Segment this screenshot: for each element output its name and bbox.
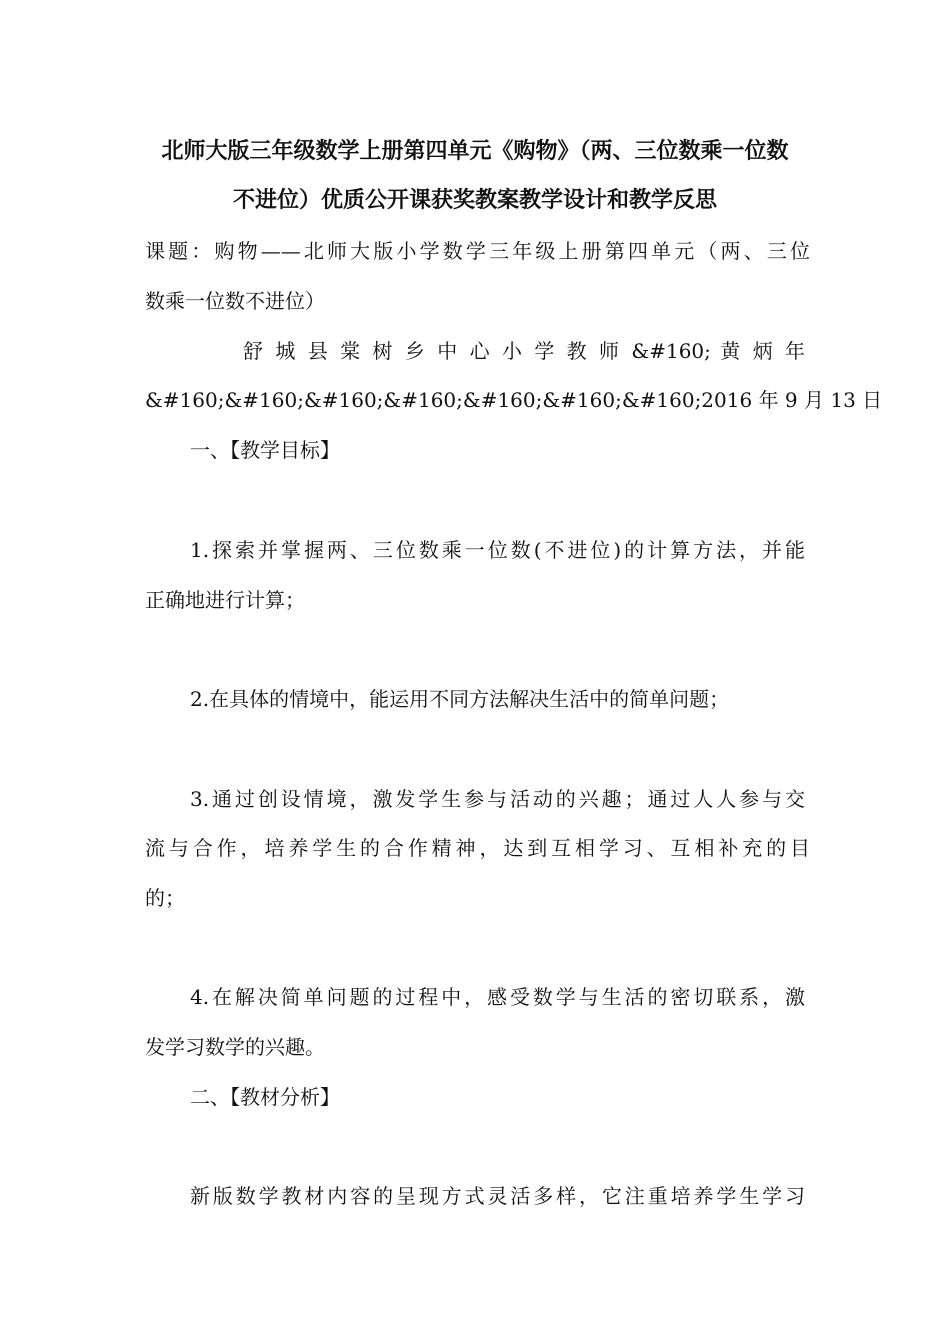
paragraph-line-1: 新版数学教材内容的呈现方式灵活多样，它注重培养学生学习 [190,1184,805,1208]
lesson-topic-line-2: 数乘一位数不进位） [145,289,325,313]
document-title-line-1: 北师大版三年级数学上册第四单元《购物》（两、三位数乘一位数 [161,139,789,164]
goal-1-line-2: 正确地进行计算； [145,588,305,612]
goal-4-line-2: 发学习数学的兴趣。 [145,1035,325,1059]
goal-3-line-1: 3.通过创设情境，激发学生参与活动的兴趣；通过人人参与交 [190,787,805,811]
section-heading-teaching-goals: 一、【教学目标】 [190,438,340,462]
goal-3-line-2: 流与合作，培养学生的合作精神，达到互相学习、互相补充的目 [145,836,810,860]
goal-2-line-1: 2.在具体的情境中，能运用不同方法解决生活中的简单问题； [190,687,730,711]
section-heading-material-analysis: 二、【教材分析】 [190,1085,340,1109]
goal-4-line-1: 4.在解决简单问题的过程中，感受数学与生活的密切联系，激 [190,985,805,1009]
author-line-1: 舒 城 县 棠 树 乡 中 心 小 学 教 师 &#160; 黄 炳 年 [243,339,805,363]
goal-3-line-3: 的； [145,886,185,910]
author-line-2: &#160;&#160;&#160;&#160;&#160;&#160;&#160;2016 年 9 月 13 日 [145,388,883,412]
document-title-line-2: 不进位）优质公开课获奖教案教学设计和教学反思 [232,188,717,213]
goal-1-line-1: 1.探索并掌握两、三位数乘一位数(不进位)的计算方法，并能 [190,538,805,562]
lesson-topic-line-1: 课题：购物——北师大版小学数学三年级上册第四单元（两、三位 [145,239,810,263]
